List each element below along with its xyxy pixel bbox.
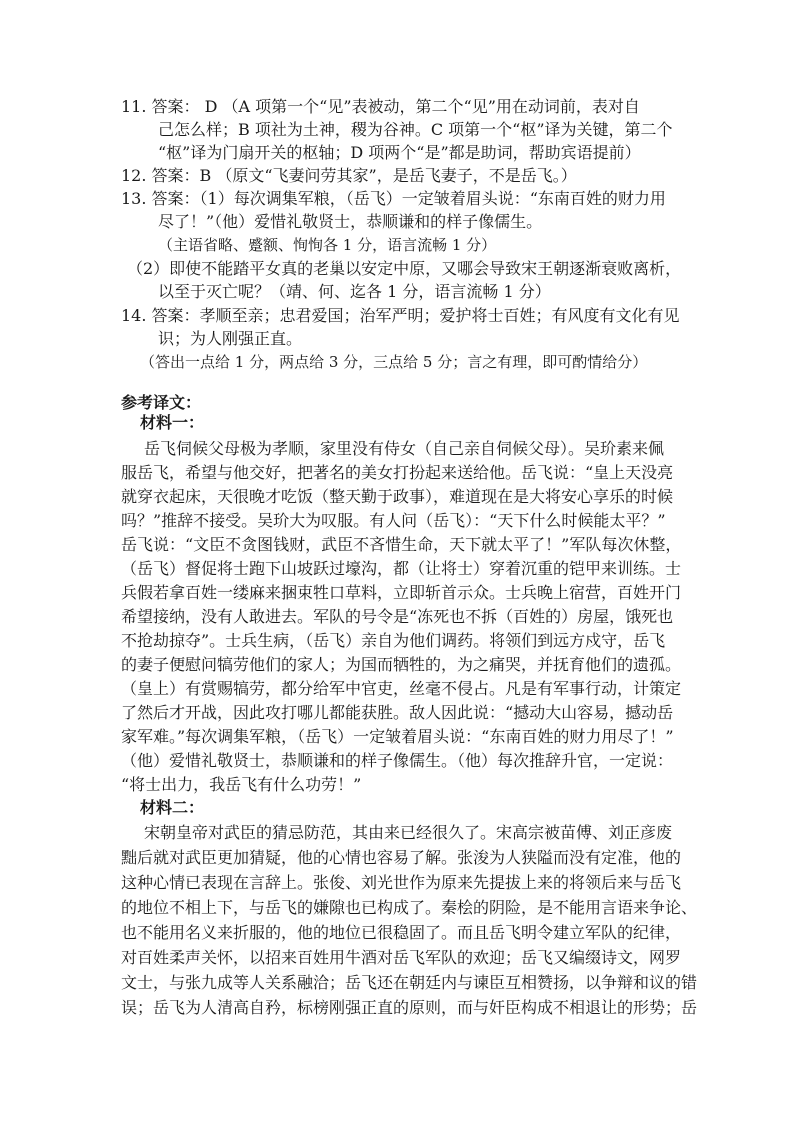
material-2-line: 黜后就对武臣更加猜疑，他的心情也容易了解。张浚为人狭隘而没有定准，他的 [121, 848, 682, 867]
answer-14-line-1: 14. 答案：孝顺至亲；忠君爱国；治军严明；爱护将士百姓；有风度有文化有见 [121, 306, 680, 325]
material-1-line: 服岳飞，希望与他交好，把著名的美女打扮起来送给他。岳飞说：“皇上天没亮 [121, 463, 674, 482]
material-1-line: 吗？”推辞不接受。吴玠大为叹服。有人问（岳飞）：“天下什么时候能太平？” [121, 511, 666, 530]
material-1-line: 了然后才开战，因此攻打哪儿都能获胜。敌人因此说：“撼动大山容易，撼动岳 [121, 703, 674, 722]
material-2-line: 对百姓柔声关怀，以招来百姓用牛酒对岳飞军队的欢迎；岳飞又编缀诗文，网罗 [121, 948, 682, 967]
answer-11-line-3: “枢”译为门扇开关的枢轴；D 项两个“是”都是助词，帮助宾语提前） [158, 143, 641, 162]
material-2-line: 误；岳飞为人清高自矜，标榜刚强正直的原则，而与奸臣构成不相退让的形势；岳 [121, 998, 698, 1017]
material-2-line: 文士，与张九成等人关系融洽；岳飞还在朝廷内与谏臣互相赞扬，以争辩和议的错 [121, 973, 698, 992]
material-2-line: 这种心情已表现在言辞上。张俊、刘光世作为原来先提拔上来的将领后来与岳飞 [121, 873, 682, 892]
answer-14-line-2: 识；为人刚强正直。 [158, 329, 303, 348]
material-1-line: （皇上）有赏赐犒劳，都分给军中官吏，丝毫不侵占。凡是有军事行动，计策定 [121, 679, 682, 698]
material-1-line: （他）爱惜礼敬贤士，恭顺谦和的样子像儒生。（他）每次推辞升官，一定说： [121, 751, 674, 770]
material-1-line: 岳飞说：“文臣不贪图钱财，武臣不吝惜生命，天下就太平了！”军队每次休整， [121, 535, 682, 554]
material-1-line: 希望接纳，没有人敢进去。军队的号令是“冻死也不拆（百姓的）房屋，饿死也 [121, 607, 674, 626]
material-2-line: 的地位不相上下，与岳飞的嫌隙也已构成了。秦桧的阴险，是不能用言语来争论、 [121, 898, 698, 917]
material-1-line: 的妻子便慰问犒劳他们的家人；为国而牺牲的，为之痛哭，并抚育他们的遗孤。 [121, 655, 682, 674]
answer-13-line-1: 13. 答案：（1）每次调集军粮，（岳飞）一定皱着眉头说：“东南百姓的财力用 [121, 189, 666, 208]
answer-14-scoring: （答出一点给 1 分，两点给 3 分，三点给 5 分；言之有理，即可酌情给分） [140, 353, 648, 371]
material-1-line: 岳飞伺候父母极为孝顺，家里没有侍女（自己亲自伺候父母）。吴玠素来佩 [144, 439, 665, 458]
answer-13-line-2: 尽了！”（他）爱惜礼敬贤士，恭顺谦和的样子像儒生。 [158, 212, 543, 231]
answer-13-line-3: （2）即使不能踏平女真的老巢以安定中原，又哪会导致宋王朝逐渐衰败离析， [127, 259, 682, 278]
material-1-title: 材料一： [140, 413, 205, 432]
material-2-line: 宋朝皇帝对武臣的猜忌防范，其由来已经很久了。宋高宗被苗傅、刘正彦废 [144, 823, 673, 842]
material-2-line: 也不能用名义来折服的，他的地位已很稳固了。而且岳飞明令建立军队的纪律， [121, 923, 682, 942]
material-1-line: 就穿衣起床，天很晚才吃饭（整天勤于政事），难道现在是大将安心享乐的时候 [121, 487, 674, 506]
answer-11-line-2: 己怎么样；B 项社为土神，稷为谷神。C 项第一个“枢”译为关键，第二个 [158, 120, 673, 139]
material-1-line: （岳飞）督促将士跑下山坡跃过壕沟，都（让将士）穿着沉重的铠甲来训练。士 [121, 559, 682, 578]
material-1-line: “将士出力，我岳飞有什么功劳！” [121, 775, 362, 794]
material-2-title: 材料二： [140, 798, 205, 817]
answer-12: 12. 答案：B （原文“飞妻问劳其家”，是岳飞妻子，不是岳飞。） [121, 166, 577, 185]
translation-heading: 参考译文： [121, 393, 202, 412]
material-1-line: 兵假若拿百姓一缕麻来捆束牲口草料，立即斩首示众。士兵晚上宿营，百姓开门 [121, 583, 682, 602]
material-1-line: 家军难。”每次调集军粮，（岳飞）一定皱着眉头说：“东南百姓的财力用尽了！” [121, 727, 674, 746]
answer-13-scoring-1: （主语省略、蹙额、恂恂各 1 分，语言流畅 1 分） [158, 236, 497, 254]
answer-13-line-4: 以至于灭亡呢？（靖、何、迄各 1 分，语言流畅 1 分） [158, 282, 551, 301]
answer-11-line-1: 11. 答案： D （A 项第一个“见”表被动，第二个“见”用在动词前，表对自 [121, 97, 640, 116]
material-1-line: 不抢劫掠夺”。士兵生病，（岳飞）亲自为他们调药。将领们到远方戍守，岳飞 [121, 631, 666, 650]
